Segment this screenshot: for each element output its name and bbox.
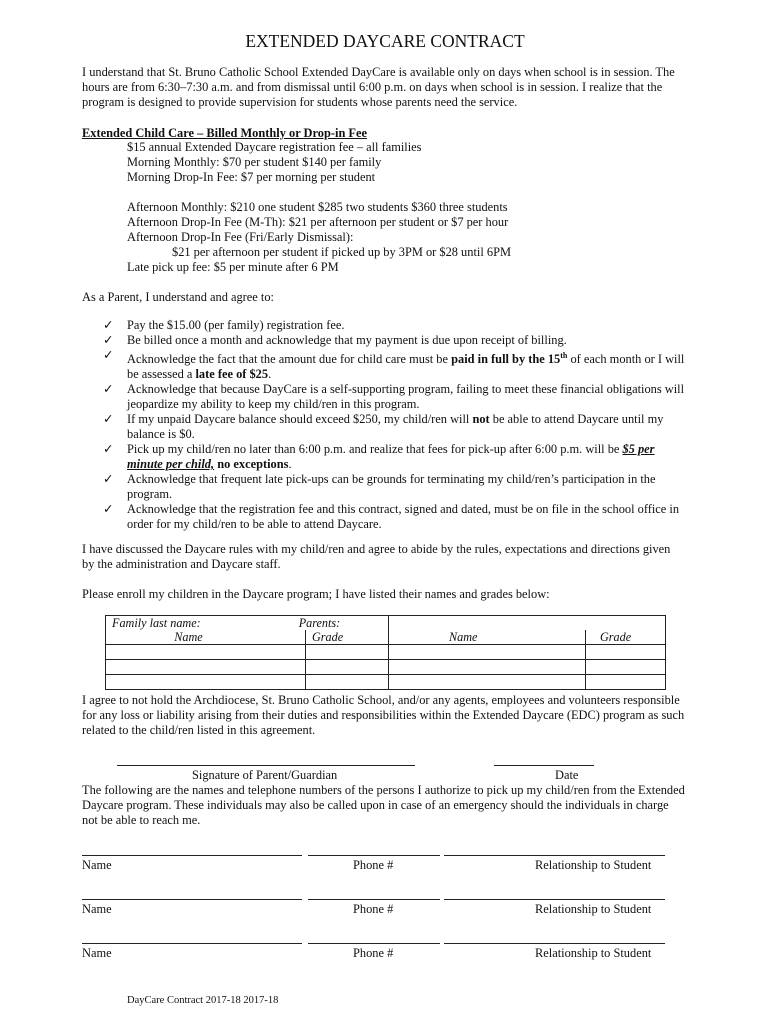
child-name-cell[interactable] bbox=[106, 675, 306, 690]
footer-text: DayCare Contract 2017-18 2017-18 bbox=[127, 995, 279, 1006]
child-name-cell[interactable] bbox=[389, 675, 586, 690]
document-title: EXTENDED DAYCARE CONTRACT bbox=[245, 31, 525, 51]
contact-phone-line[interactable] bbox=[308, 899, 440, 900]
column-header-name: Name bbox=[389, 630, 586, 645]
agreement-item: ✓ Acknowledge that frequent late pick-ups can be grounds for terminating my child/ren’s participation in the program. bbox=[103, 472, 656, 502]
contact-name-label: Name bbox=[82, 902, 112, 916]
contact-phone-label: Phone # bbox=[353, 902, 394, 916]
contact-phone-label: Phone # bbox=[353, 946, 394, 960]
contact-relationship-line[interactable] bbox=[444, 943, 665, 944]
intro-line-2: hours are from 6:30–7:30 a.m. and from dismissal until 6:00 p.m. on days when school is in session. I realize that the bbox=[82, 80, 663, 94]
contact-relationship-label: Relationship to Student bbox=[535, 902, 652, 916]
pickup-line-1: The following are the names and telephone numbers of the persons I authorize to pick up my child/ren from the Extended bbox=[82, 783, 685, 797]
enroll-line: Please enroll my children in the Daycare program; I have listed their names and grades below: bbox=[82, 587, 550, 601]
afternoon-dropin-fri-fee: Afternoon Drop-In Fee (Fri/Early Dismissal): bbox=[127, 230, 354, 244]
checkmark-icon: ✓ bbox=[103, 333, 114, 347]
contact-name-line[interactable] bbox=[82, 943, 302, 944]
contact-name-label: Name bbox=[82, 946, 112, 960]
checkmark-icon: ✓ bbox=[103, 382, 114, 397]
liability-line-1: I agree to not hold the Archdiocese, St. Bruno Catholic School, and/or any agents, employees and volunteers responsible bbox=[82, 693, 680, 707]
contact-name-line[interactable] bbox=[82, 855, 302, 856]
column-header-name: Name bbox=[106, 630, 306, 645]
contact-phone-line[interactable] bbox=[308, 855, 440, 856]
checkmark-icon: ✓ bbox=[103, 472, 114, 487]
column-header-grade: Grade bbox=[306, 630, 389, 645]
afternoon-dropin-fri-detail: $21 per afternoon per student if picked up by 3PM or $28 until 6PM bbox=[172, 245, 511, 259]
agreement-item: ✓ If my unpaid Daycare balance should exceed $250, my child/ren will not be able to attend Daycare until my balance is $0. bbox=[103, 412, 664, 442]
agree-intro: As a Parent, I understand and agree to: bbox=[82, 290, 274, 304]
liability-line-2: for any loss or liability arising from their duties and responsibilities within the Extended Daycare (EDC) program as such bbox=[82, 708, 685, 722]
pickup-line-3: not be able to reach me. bbox=[82, 813, 201, 827]
contact-relationship-line[interactable] bbox=[444, 899, 665, 900]
child-grade-cell[interactable] bbox=[306, 660, 389, 675]
child-grade-cell[interactable] bbox=[306, 675, 389, 690]
child-grade-cell[interactable] bbox=[306, 645, 389, 660]
fee-section-heading: Extended Child Care – Billed Monthly or Drop-in Fee bbox=[82, 126, 367, 140]
intro-line-3: program is designed to provide supervision for students whose parents need the service. bbox=[82, 95, 518, 109]
morning-dropin-fee: Morning Drop-In Fee: $7 per morning per student bbox=[127, 170, 376, 184]
date-line[interactable] bbox=[494, 765, 594, 766]
signature-line[interactable] bbox=[117, 765, 415, 766]
agreement-item: ✓ Be billed once a month and acknowledge that my payment is due upon receipt of billing. bbox=[103, 333, 567, 347]
children-table bbox=[105, 615, 666, 690]
pickup-line-2: Daycare program. These individuals may also be called upon in case of an emergency should the individuals in charge bbox=[82, 798, 669, 812]
agreement-item: ✓ Acknowledge that the registration fee and this contract, signed and dated, must be on file in the school office in order for my child/ren to be able to attend Daycare. bbox=[103, 502, 680, 532]
checkmark-icon: ✓ bbox=[103, 348, 114, 362]
late-pickup-fee: Late pick up fee: $5 per minute after 6 PM bbox=[127, 260, 339, 274]
child-grade-cell[interactable] bbox=[586, 660, 666, 675]
table-row bbox=[106, 630, 666, 645]
checkmark-icon: ✓ bbox=[103, 502, 114, 517]
child-grade-cell[interactable] bbox=[586, 675, 666, 690]
contact-relationship-line[interactable] bbox=[444, 855, 665, 856]
table-row bbox=[106, 660, 666, 675]
child-name-cell[interactable] bbox=[106, 645, 306, 660]
contact-name-line[interactable] bbox=[82, 899, 302, 900]
contact-relationship-label: Relationship to Student bbox=[535, 858, 652, 872]
table-row bbox=[106, 616, 666, 631]
checkmark-icon: ✓ bbox=[103, 318, 114, 332]
registration-fee: $15 annual Extended Daycare registration fee – all families bbox=[127, 140, 422, 154]
child-name-cell[interactable] bbox=[389, 660, 586, 675]
contact-phone-line[interactable] bbox=[308, 943, 440, 944]
afternoon-dropin-mth-fee: Afternoon Drop-In Fee (M-Th): $21 per afternoon per student or $7 per hour bbox=[127, 215, 509, 229]
date-label: Date bbox=[555, 768, 579, 782]
column-header-grade: Grade bbox=[586, 630, 666, 645]
agreement-item: ✓ Pay the $15.00 (per family) registration fee. bbox=[103, 318, 345, 332]
contact-phone-label: Phone # bbox=[353, 858, 394, 872]
afternoon-monthly-fee: Afternoon Monthly: $210 one student $285 two students $360 three students bbox=[127, 200, 508, 214]
table-row bbox=[106, 645, 666, 660]
family-last-name-cell[interactable]: Family last name: Parents: bbox=[106, 616, 389, 631]
agreement-item: ✓ Acknowledge the fact that the amount due for child care must be paid in full by the 15th of each month or I will be assessed a late fee of $25. bbox=[103, 348, 685, 382]
parents-cell[interactable] bbox=[389, 616, 666, 631]
liability-line-3: related to the child/ren listed in this agreement. bbox=[82, 723, 316, 737]
agreement-list bbox=[103, 318, 693, 532]
signature-label: Signature of Parent/Guardian bbox=[192, 768, 338, 782]
child-name-cell[interactable] bbox=[389, 645, 586, 660]
discussed-line-1: I have discussed the Daycare rules with my child/ren and agree to abide by the rules, expectations and directions given bbox=[82, 542, 671, 556]
agreement-item: ✓ Pick up my child/ren no later than 6:00 p.m. and realize that fees for pick-up after 6:00 p.m. will be $5 per minute per child, no exceptions. bbox=[103, 442, 655, 472]
child-name-cell[interactable] bbox=[106, 660, 306, 675]
morning-monthly-fee: Morning Monthly: $70 per student $140 per family bbox=[127, 155, 382, 169]
checkmark-icon: ✓ bbox=[103, 412, 114, 427]
intro-line-1: I understand that St. Bruno Catholic School Extended DayCare is available only on days when school is in session. The bbox=[82, 65, 675, 79]
agreement-item: ✓ Acknowledge that because DayCare is a self-supporting program, failing to meet these financial obligations will jeopardize my ability to keep my child/ren in this program. bbox=[103, 382, 685, 412]
checkmark-icon: ✓ bbox=[103, 442, 114, 457]
table-row bbox=[106, 675, 666, 690]
discussed-line-2: by the administration and Daycare staff. bbox=[82, 557, 281, 571]
child-grade-cell[interactable] bbox=[586, 645, 666, 660]
contact-relationship-label: Relationship to Student bbox=[535, 946, 652, 960]
contact-name-label: Name bbox=[82, 858, 112, 872]
